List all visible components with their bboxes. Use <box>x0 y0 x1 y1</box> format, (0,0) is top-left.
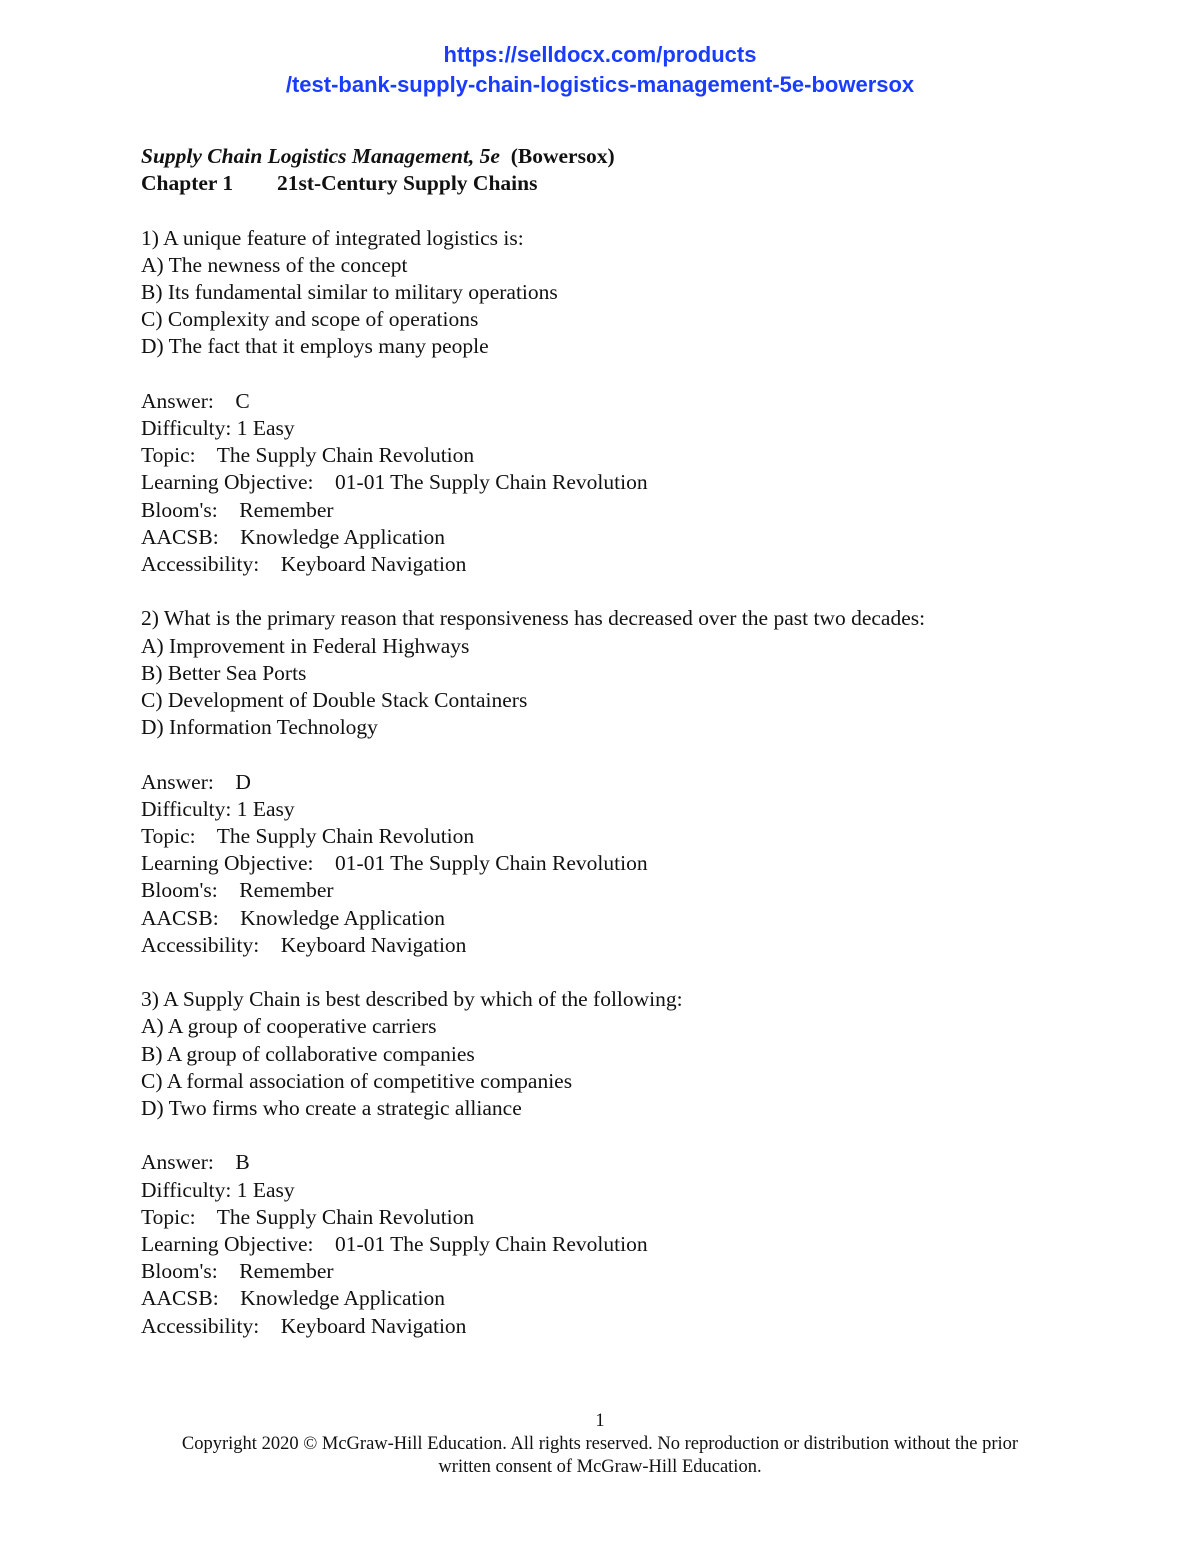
accessibility-row-label: Accessibility: <box>141 932 260 957</box>
question-stem: 3) A Supply Chain is best described by which of the following: <box>141 987 683 1012</box>
answer-option: B) A group of collaborative companies <box>141 1041 475 1066</box>
answer-row <box>141 769 1101 796</box>
aacsb-row-label: AACSB: <box>141 524 219 549</box>
answer-row-label: Answer: <box>141 1150 214 1175</box>
blooms-row-value: Remember <box>239 878 334 903</box>
answer-row-label: Answer: <box>141 769 214 794</box>
page-footer <box>0 1410 1200 1479</box>
accessibility-row <box>141 551 1101 578</box>
accessibility-row-label: Accessibility: <box>141 1313 260 1338</box>
answer-option: A) A group of cooperative carriers <box>141 1014 437 1039</box>
book-title: Supply Chain Logistics Management, 5e <box>141 144 500 168</box>
accessibility-row-value: Keyboard Navigation <box>280 552 467 577</box>
question-stem: 1) A unique feature of integrated logistics is: <box>141 225 524 250</box>
accessibility-row-value: Keyboard Navigation <box>280 1313 467 1338</box>
source-url-line-1[interactable]: https://selldocx.com/products <box>443 42 757 67</box>
book-title-line <box>141 143 1101 170</box>
answer-option: C) Development of Double Stack Containers <box>141 688 528 713</box>
topic-row <box>141 1204 1101 1231</box>
chapter-heading <box>141 170 1101 197</box>
blooms-row-value: Remember <box>239 497 334 522</box>
objective-row <box>141 850 1101 877</box>
question-list <box>141 197 1101 1339</box>
blooms-row-value: Remember <box>239 1259 334 1284</box>
answer-option: B) Better Sea Ports <box>141 660 307 685</box>
blooms-row-label: Bloom's: <box>141 1259 218 1284</box>
topic-row-label: Topic: <box>141 443 196 468</box>
accessibility-row-label: Accessibility: <box>141 552 260 577</box>
topic-row-label: Topic: <box>141 1204 196 1229</box>
aacsb-row <box>141 524 1101 551</box>
question-stem: 2) What is the primary reason that responsiveness has decreased over the past two decades: <box>141 606 926 631</box>
book-author: (Bowersox) <box>510 144 615 168</box>
aacsb-row-value: Knowledge Application <box>240 1286 445 1311</box>
aacsb-row-label: AACSB: <box>141 1286 219 1311</box>
blooms-row <box>141 877 1101 904</box>
spacer <box>141 741 1101 768</box>
chapter-label: Chapter 1 <box>141 171 234 196</box>
objective-row-label: Learning Objective: <box>141 470 314 495</box>
spacer <box>141 197 1101 224</box>
answer-option: C) Complexity and scope of operations <box>141 307 479 332</box>
answer-option: B) Its fundamental similar to military operations <box>141 280 558 304</box>
answer-row-label: Answer: <box>141 388 214 413</box>
question-block <box>141 578 1101 959</box>
topic-row-value: The Supply Chain Revolution <box>216 824 475 849</box>
difficulty-row: Difficulty: 1 Easy <box>141 416 295 440</box>
answer-option: D) Information Technology <box>141 715 378 740</box>
answer-option: D) The fact that it employs many people <box>141 334 489 359</box>
chapter-title: 21st-Century Supply Chains <box>277 171 538 196</box>
accessibility-row <box>141 1313 1101 1340</box>
answer-row-value: D <box>235 769 251 794</box>
answer-row-value: C <box>235 388 250 413</box>
question-block <box>141 197 1101 578</box>
aacsb-row-value: Knowledge Application <box>240 905 445 930</box>
source-url-line-2[interactable]: /test-bank-supply-chain-logistics-management-5e-bowersox <box>285 72 915 97</box>
spacer <box>141 361 1101 388</box>
copyright-line-2: written consent of McGraw-Hill Education. <box>438 1457 762 1477</box>
page-number: 1 <box>595 1411 605 1431</box>
answer-row <box>141 388 1101 415</box>
topic-row <box>141 442 1101 469</box>
objective-row-label: Learning Objective: <box>141 1232 314 1257</box>
aacsb-row <box>141 1285 1101 1312</box>
aacsb-row <box>141 905 1101 932</box>
spacer <box>141 959 1101 986</box>
answer-option: C) A formal association of competitive companies <box>141 1068 573 1093</box>
answer-row <box>141 1149 1101 1176</box>
answer-option: D) Two firms who create a strategic alliance <box>141 1096 522 1121</box>
aacsb-row-value: Knowledge Application <box>240 524 445 549</box>
answer-row-value: B <box>235 1150 250 1175</box>
accessibility-row <box>141 932 1101 959</box>
objective-row-label: Learning Objective: <box>141 851 314 876</box>
answer-option: A) Improvement in Federal Highways <box>141 633 470 658</box>
objective-row <box>141 1231 1101 1258</box>
difficulty-row: Difficulty: 1 Easy <box>141 1177 295 1202</box>
accessibility-row-value: Keyboard Navigation <box>280 932 467 957</box>
document-body <box>141 143 1101 1340</box>
objective-row-value: 01-01 The Supply Chain Revolution <box>335 1232 648 1257</box>
topic-row-value: The Supply Chain Revolution <box>216 443 475 468</box>
difficulty-row: Difficulty: 1 Easy <box>141 796 295 821</box>
topic-row <box>141 823 1101 850</box>
topic-row-label: Topic: <box>141 824 196 849</box>
objective-row <box>141 469 1101 496</box>
blooms-row-label: Bloom's: <box>141 878 218 903</box>
source-url-header <box>0 40 1200 100</box>
answer-option: A) The newness of the concept <box>141 252 408 277</box>
spacer <box>141 578 1101 605</box>
topic-row-value: The Supply Chain Revolution <box>216 1204 475 1229</box>
blooms-row <box>141 497 1101 524</box>
question-block <box>141 959 1101 1340</box>
blooms-row <box>141 1258 1101 1285</box>
copyright-line-1: Copyright 2020 © McGraw-Hill Education. All rights reserved. No reproduction or distribution without the prior <box>181 1434 1019 1454</box>
aacsb-row-label: AACSB: <box>141 905 219 930</box>
blooms-row-label: Bloom's: <box>141 497 218 522</box>
objective-row-value: 01-01 The Supply Chain Revolution <box>335 470 648 495</box>
spacer <box>141 1122 1101 1149</box>
objective-row-value: 01-01 The Supply Chain Revolution <box>335 851 648 876</box>
